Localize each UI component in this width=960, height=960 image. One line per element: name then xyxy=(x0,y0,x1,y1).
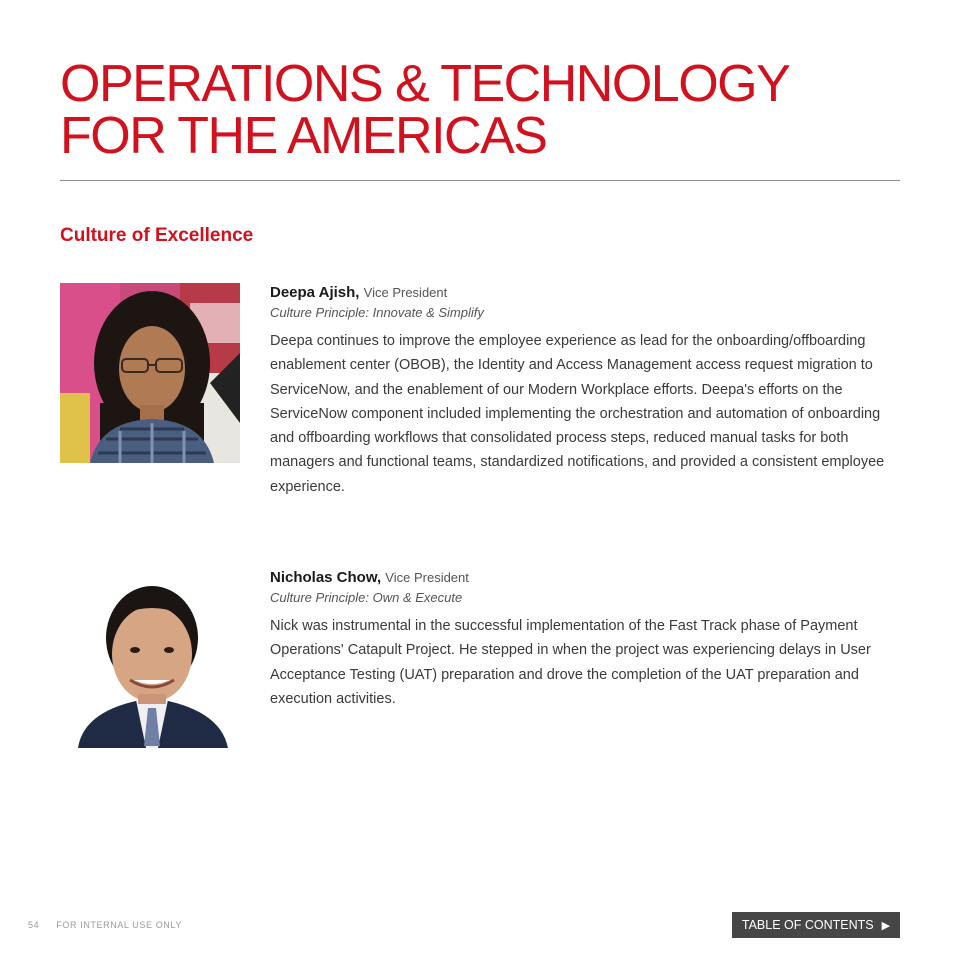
person-name: Nicholas Chow, xyxy=(270,569,382,586)
page-title-line-1: OPERATIONS & TECHNOLOGY xyxy=(60,55,790,113)
culture-principle: Culture Principle: Innovate & Simplify xyxy=(270,305,484,320)
table-of-contents-button[interactable] xyxy=(732,912,900,938)
internal-use-notice: FOR INTERNAL USE ONLY xyxy=(56,920,182,930)
person-title: Vice President xyxy=(385,570,469,585)
profile-bio: Deepa continues to improve the employee experience as lead for the onboarding/offboarding enablement center (OBOB), the Identity and Access Management access request migration to ServiceNow, and the enablement of our Modern Workplace efforts. Deepa's efforts on the ServiceNow component included implementing the orchestration and automation of onboarding and offboarding workflows that consolidated process steps, reduced manual tasks for both managers and functional teams, standardized notifications, and provided a consistent employee experience. xyxy=(270,333,885,495)
profile-text-nicholas xyxy=(270,568,900,711)
profile-photo-nicholas xyxy=(60,568,240,748)
portrait-deepa-image xyxy=(60,283,240,463)
name-line xyxy=(270,568,900,588)
profile-photo-deepa xyxy=(60,283,240,463)
culture-principle: Culture Principle: Own & Execute xyxy=(270,590,463,605)
name-line xyxy=(270,283,900,303)
page-title xyxy=(60,55,920,165)
profile-bio: Nick was instrumental in the successful implementation of the Fast Track phase of Payment Operations' Catapult Project. He stepped in when the project was experiencing delays in User Acceptance Testing (UAT) preparation and drove the completion of the UAT preparation and execution activities. xyxy=(270,618,871,707)
portrait-nicholas-image xyxy=(60,568,240,748)
toc-label: TABLE OF CONTENTS xyxy=(741,918,874,932)
footer-notice xyxy=(28,920,182,930)
profile-text-deepa xyxy=(270,283,900,499)
play-arrow-icon: ▶ xyxy=(881,919,891,932)
page-title-line-2: FOR THE AMERICAS xyxy=(60,107,547,165)
section-heading: Culture of Excellence xyxy=(60,225,254,246)
page-number: 54 xyxy=(28,920,40,930)
person-name: Deepa Ajish, xyxy=(270,284,360,301)
person-title: Vice President xyxy=(363,285,448,300)
title-divider xyxy=(60,180,900,181)
